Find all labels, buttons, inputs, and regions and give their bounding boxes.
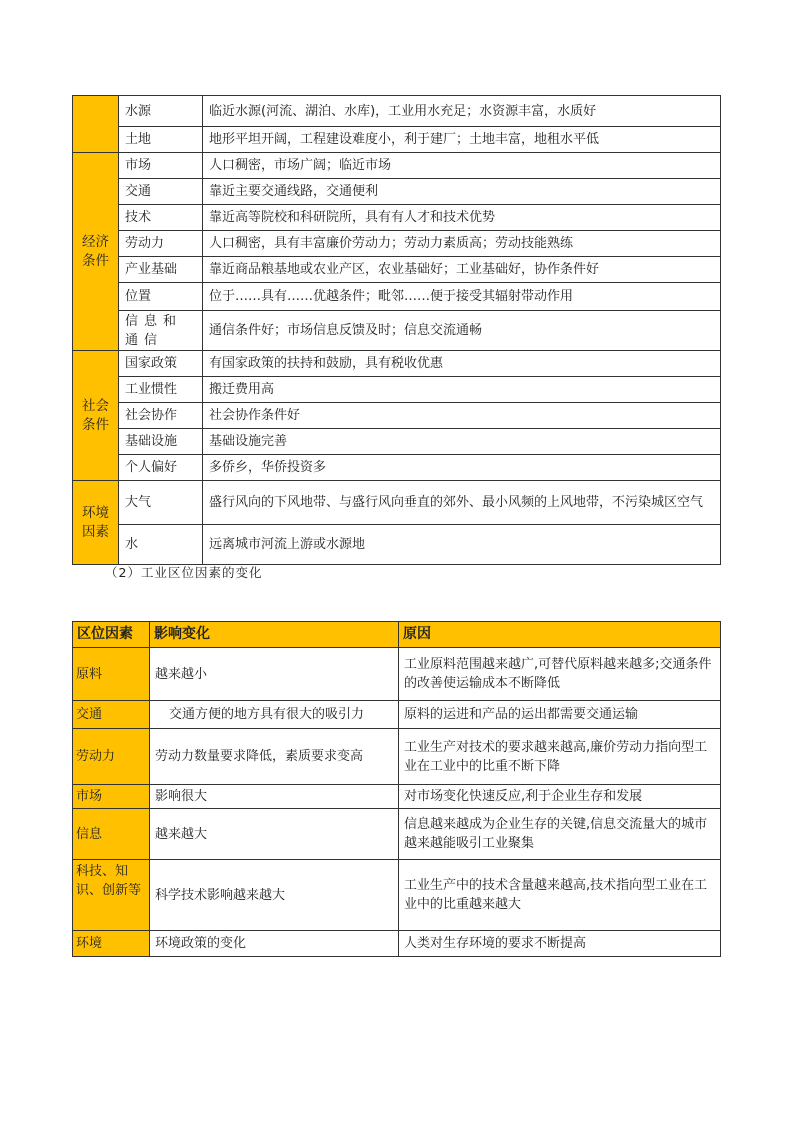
column-header: 原因 bbox=[399, 622, 721, 648]
detail-cell: 通信条件好；市场信息反馈及时；信息交流通畅 bbox=[203, 311, 721, 351]
table-row bbox=[73, 809, 721, 860]
detail-cell: 多侨乡，华侨投资多 bbox=[203, 455, 721, 481]
factor-cell: 劳动力 bbox=[73, 729, 150, 785]
table-row bbox=[73, 525, 721, 565]
change-cell: 影响很大 bbox=[150, 785, 399, 809]
factor-cell: 个人偏好 bbox=[119, 455, 203, 481]
table-row bbox=[73, 648, 721, 701]
category-cell-social: 社会 条件 bbox=[73, 351, 119, 481]
header-row bbox=[73, 622, 721, 648]
table-row bbox=[73, 231, 721, 257]
factor-cell: 市场 bbox=[119, 153, 203, 179]
factor-text: 信息和通信 bbox=[125, 313, 183, 348]
factor-cell: 环境 bbox=[73, 931, 150, 957]
table-row bbox=[73, 96, 721, 127]
reason-cell: 人类对生存环境的要求不断提高 bbox=[399, 931, 721, 957]
table-row bbox=[73, 429, 721, 455]
factor-cell: 社会协作 bbox=[119, 403, 203, 429]
detail-cell: 搬迁费用高 bbox=[203, 377, 721, 403]
table-row bbox=[73, 729, 721, 785]
detail-cell: 地形平坦开阔，工程建设难度小，利于建厂；土地丰富，地租水平低 bbox=[203, 127, 721, 153]
detail-cell: 靠近商品粮基地或农业产区，农业基础好；工业基础好，协作条件好 bbox=[203, 257, 721, 283]
factor-cell: 信息 bbox=[73, 809, 150, 860]
detail-cell: 远离城市河流上游或水源地 bbox=[203, 525, 721, 565]
table-row bbox=[73, 860, 721, 931]
factor-cell: 产业基础 bbox=[119, 257, 203, 283]
detail-cell: 基础设施完善 bbox=[203, 429, 721, 455]
table-row bbox=[73, 351, 721, 377]
change-cell bbox=[150, 701, 399, 729]
table-row bbox=[73, 205, 721, 231]
factor-cell: 交通 bbox=[73, 701, 150, 729]
change-cell: 劳动力数量要求降低，素质要求变高 bbox=[150, 729, 399, 785]
factor-cell: 原料 bbox=[73, 648, 150, 701]
factor-cell bbox=[119, 311, 203, 351]
detail-cell: 靠近主要交通线路，交通便利 bbox=[203, 179, 721, 205]
table-row bbox=[73, 283, 721, 311]
change-text: 交通方便的地方具有很大的吸引力 bbox=[169, 707, 365, 722]
reason-cell: 信息越来越成为企业生存的关键,信息交流量大的城市越来越能吸引工业聚集 bbox=[399, 809, 721, 860]
factor-cell: 土地 bbox=[119, 127, 203, 153]
factor-change-table bbox=[72, 621, 721, 957]
reason-cell: 原料的运进和产品的运出都需要交通运输 bbox=[399, 701, 721, 729]
table-row bbox=[73, 403, 721, 429]
table-row bbox=[73, 931, 721, 957]
factor-cell: 大气 bbox=[119, 481, 203, 525]
factor-cell: 国家政策 bbox=[119, 351, 203, 377]
factor-cell: 水源 bbox=[119, 96, 203, 127]
detail-cell: 人口稠密，市场广阔；临近市场 bbox=[203, 153, 721, 179]
detail-cell: 有国家政策的扶持和鼓励，具有税收优惠 bbox=[203, 351, 721, 377]
table-row bbox=[73, 153, 721, 179]
factor-cell: 基础设施 bbox=[119, 429, 203, 455]
table-row bbox=[73, 701, 721, 729]
table-row bbox=[73, 257, 721, 283]
detail-cell: 盛行风向的下风地带、与盛行风向垂直的郊外、最小风频的上风地带，不污染城区空气 bbox=[203, 481, 721, 525]
column-header: 区位因素 bbox=[73, 622, 150, 648]
detail-cell: 人口稠密，具有丰富廉价劳动力；劳动力素质高；劳动技能熟练 bbox=[203, 231, 721, 257]
factor-cell: 水 bbox=[119, 525, 203, 565]
reason-cell: 对市场变化快速反应,利于企业生存和发展 bbox=[399, 785, 721, 809]
detail-cell: 临近水源(河流、湖泊、水库)，工业用水充足；水资源丰富，水质好 bbox=[203, 96, 721, 127]
factor-cell: 劳动力 bbox=[119, 231, 203, 257]
change-cell: 科学技术影响越来越大 bbox=[150, 860, 399, 931]
change-cell: 环境政策的变化 bbox=[150, 931, 399, 957]
detail-cell: 社会协作条件好 bbox=[203, 403, 721, 429]
change-cell: 越来越小 bbox=[150, 648, 399, 701]
factor-cell: 工业惯性 bbox=[119, 377, 203, 403]
column-header: 影响变化 bbox=[150, 622, 399, 648]
factor-cell: 交通 bbox=[119, 179, 203, 205]
factor-cell: 科技、知识、创新等 bbox=[73, 860, 150, 931]
category-cell bbox=[73, 96, 119, 153]
factor-cell: 市场 bbox=[73, 785, 150, 809]
section-caption: （2）工业区位因素的变化 bbox=[105, 565, 263, 580]
table-row bbox=[73, 377, 721, 403]
table-row bbox=[73, 785, 721, 809]
location-factors-table bbox=[72, 95, 721, 565]
category-cell-environment: 环境 因素 bbox=[73, 481, 119, 565]
detail-cell: 靠近高等院校和科研院所，具有有人才和技术优势 bbox=[203, 205, 721, 231]
table-row bbox=[73, 127, 721, 153]
reason-cell: 工业生产对技术的要求越来越高,廉价劳动力指向型工业在工业中的比重不断下降 bbox=[399, 729, 721, 785]
detail-cell: 位于……具有……优越条件；毗邻……便于接受其辐射带动作用 bbox=[203, 283, 721, 311]
reason-cell: 工业生产中的技术含量越来越高,技术指向型工业在工业中的比重越来越大 bbox=[399, 860, 721, 931]
table-row bbox=[73, 311, 721, 351]
category-cell-economic: 经济 条件 bbox=[73, 153, 119, 351]
factor-cell: 位置 bbox=[119, 283, 203, 311]
table-row bbox=[73, 179, 721, 205]
change-cell: 越来越大 bbox=[150, 809, 399, 860]
table-row bbox=[73, 481, 721, 525]
table-row bbox=[73, 455, 721, 481]
reason-cell: 工业原料范围越来越广,可替代原料越来越多;交通条件的改善使运输成本不断降低 bbox=[399, 648, 721, 701]
factor-cell: 技术 bbox=[119, 205, 203, 231]
